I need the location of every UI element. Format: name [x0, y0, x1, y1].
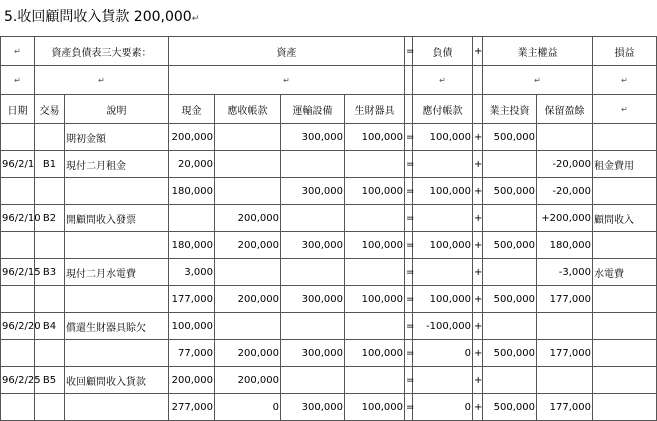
retained-cell [537, 124, 593, 151]
description-cell: 現付二月水電費 [65, 259, 169, 286]
retained-cell: +200,000 [537, 205, 593, 232]
retained-cell [537, 313, 593, 340]
col-cash: 現金 [169, 95, 215, 124]
plus-sign: + [473, 37, 483, 66]
retained-cell: -20,000 [537, 151, 593, 178]
equals-cell: = [405, 286, 413, 313]
transaction-cell [35, 394, 65, 421]
table-row [1, 394, 657, 421]
date-cell [1, 178, 35, 205]
table-row [1, 151, 657, 178]
plus-cell: + [473, 340, 483, 367]
col-furniture: 生財器具 [345, 95, 405, 124]
payable-cell: 0 [413, 340, 473, 367]
furniture-cell: 100,000 [345, 232, 405, 259]
furniture-cell: 100,000 [345, 394, 405, 421]
equity-header: 業主權益 [483, 37, 593, 66]
receivable-cell: 200,000 [215, 232, 281, 259]
table-row [1, 124, 657, 151]
plus-cell: + [473, 205, 483, 232]
retained-cell: 177,000 [537, 340, 593, 367]
payable-cell: 100,000 [413, 124, 473, 151]
col-transaction: 交易 [35, 95, 65, 124]
equals-cell: = [405, 124, 413, 151]
date-cell [1, 232, 35, 259]
furniture-cell [345, 313, 405, 340]
table-row [1, 313, 657, 340]
page-title: 5.收回顧問收入貨款 200,000↵ [4, 9, 200, 25]
equals-cell: = [405, 313, 413, 340]
plus-cell: + [473, 394, 483, 421]
payable-cell [413, 367, 473, 394]
income-note-cell: 租金費用 [593, 151, 657, 178]
paragraph-mark-icon: ↵ [191, 14, 200, 24]
description-cell [65, 232, 169, 259]
payable-cell: 100,000 [413, 286, 473, 313]
retained-cell: 177,000 [537, 286, 593, 313]
table-row [1, 232, 657, 259]
cash-cell: 20,000 [169, 151, 215, 178]
furniture-cell: 100,000 [345, 124, 405, 151]
date-cell [1, 340, 35, 367]
equals-cell: = [405, 178, 413, 205]
transport-cell [281, 259, 345, 286]
income-header: 損益 [593, 37, 657, 66]
col-retained-earnings: 保留盈餘 [537, 95, 593, 124]
table-row [1, 259, 657, 286]
table-row [1, 340, 657, 367]
description-cell [65, 394, 169, 421]
col-date: 日期 [1, 95, 35, 124]
liabilities-header: 負債 [413, 37, 473, 66]
plus-cell: + [473, 232, 483, 259]
ledger-table [0, 36, 657, 421]
furniture-cell: 100,000 [345, 178, 405, 205]
date-cell: 96/2/1 [1, 151, 35, 178]
investment-cell: 500,000 [483, 394, 537, 421]
income-note-cell [593, 367, 657, 394]
receivable-cell: 200,000 [215, 367, 281, 394]
transaction-cell: B2 [35, 205, 65, 232]
receivable-cell [215, 178, 281, 205]
receivable-cell: 0 [215, 394, 281, 421]
col-owner-investment: 業主投資 [483, 95, 537, 124]
furniture-cell: 100,000 [345, 286, 405, 313]
date-cell: 96/2/10 [1, 205, 35, 232]
transaction-cell [35, 286, 65, 313]
cash-cell: 180,000 [169, 178, 215, 205]
investment-cell [483, 313, 537, 340]
transaction-cell [35, 178, 65, 205]
payable-cell: 100,000 [413, 232, 473, 259]
transport-cell: 300,000 [281, 286, 345, 313]
furniture-cell [345, 259, 405, 286]
investment-cell: 500,000 [483, 232, 537, 259]
receivable-cell [215, 124, 281, 151]
description-cell: 收回顧問收入貨款 [65, 367, 169, 394]
receivable-cell [215, 313, 281, 340]
investment-cell [483, 205, 537, 232]
date-cell: 96/2/25 [1, 367, 35, 394]
transaction-cell [35, 232, 65, 259]
equals-cell: = [405, 340, 413, 367]
income-note-cell: 顧問收入 [593, 205, 657, 232]
transport-cell: 300,000 [281, 340, 345, 367]
col-transport-equipment: 運輸設備 [281, 95, 345, 124]
investment-cell: 500,000 [483, 124, 537, 151]
income-note-cell: 水電費 [593, 259, 657, 286]
plus-cell: + [473, 259, 483, 286]
equals-cell: = [405, 205, 413, 232]
equals-cell: = [405, 232, 413, 259]
date-cell: 96/2/15 [1, 259, 35, 286]
cash-cell: 100,000 [169, 313, 215, 340]
payable-cell [413, 151, 473, 178]
description-cell [65, 286, 169, 313]
plus-cell: + [473, 313, 483, 340]
equals-cell: = [405, 394, 413, 421]
equals-sign: = [405, 37, 413, 66]
cell-mark: ↵ [1, 37, 35, 66]
investment-cell [483, 259, 537, 286]
column-header-row: 日期 交易 說明 現金 應收帳款 運輸設備 生財器具 應付帳款 業主投資 保留盈餘 ↵ [1, 95, 657, 124]
investment-cell: 500,000 [483, 286, 537, 313]
transaction-cell [35, 340, 65, 367]
investment-cell [483, 367, 537, 394]
description-cell: 償還生財器具賒欠 [65, 313, 169, 340]
plus-cell: + [473, 178, 483, 205]
table-row [1, 178, 657, 205]
receivable-cell: 200,000 [215, 340, 281, 367]
date-cell [1, 124, 35, 151]
furniture-cell [345, 367, 405, 394]
investment-cell [483, 151, 537, 178]
plus-cell: + [473, 151, 483, 178]
transport-cell [281, 313, 345, 340]
furniture-cell [345, 151, 405, 178]
group-header-row [1, 37, 657, 66]
furniture-cell: 100,000 [345, 340, 405, 367]
equals-cell: = [405, 151, 413, 178]
retained-cell [537, 367, 593, 394]
equals-cell: = [405, 259, 413, 286]
receivable-cell [215, 259, 281, 286]
transport-cell: 300,000 [281, 232, 345, 259]
transport-cell [281, 205, 345, 232]
plus-cell: + [473, 124, 483, 151]
cash-cell: 277,000 [169, 394, 215, 421]
transport-cell [281, 367, 345, 394]
investment-cell: 500,000 [483, 178, 537, 205]
income-note-cell [593, 124, 657, 151]
transport-cell: 300,000 [281, 124, 345, 151]
transport-cell [281, 151, 345, 178]
retained-cell: 180,000 [537, 232, 593, 259]
payable-cell: 0 [413, 394, 473, 421]
payable-cell [413, 205, 473, 232]
table-row [1, 367, 657, 394]
plus-cell: + [473, 367, 483, 394]
income-note-cell [593, 178, 657, 205]
table-row [1, 286, 657, 313]
payable-cell [413, 259, 473, 286]
description-cell [65, 340, 169, 367]
cash-cell: 180,000 [169, 232, 215, 259]
cash-cell: 200,000 [169, 367, 215, 394]
income-note-cell [593, 340, 657, 367]
description-cell: 開顧問收入發票 [65, 205, 169, 232]
receivable-cell: 200,000 [215, 205, 281, 232]
retained-cell: -20,000 [537, 178, 593, 205]
assets-header: 資產 [169, 37, 405, 66]
transport-cell: 300,000 [281, 394, 345, 421]
payable-cell: -100,000 [413, 313, 473, 340]
col-accounts-receivable: 應收帳款 [215, 95, 281, 124]
date-cell [1, 286, 35, 313]
retained-cell: 177,000 [537, 394, 593, 421]
transport-cell: 300,000 [281, 178, 345, 205]
income-note-cell [593, 286, 657, 313]
payable-cell: 100,000 [413, 178, 473, 205]
transaction-cell: B4 [35, 313, 65, 340]
investment-cell: 500,000 [483, 340, 537, 367]
cash-cell: 77,000 [169, 340, 215, 367]
cash-cell: 3,000 [169, 259, 215, 286]
transaction-cell [35, 124, 65, 151]
col-accounts-payable: 應付帳款 [413, 95, 473, 124]
income-note-cell [593, 232, 657, 259]
retained-cell: -3,000 [537, 259, 593, 286]
plus-cell: + [473, 286, 483, 313]
receivable-cell [215, 151, 281, 178]
transaction-cell: B3 [35, 259, 65, 286]
cash-cell: 177,000 [169, 286, 215, 313]
col-description: 說明 [65, 95, 169, 124]
transaction-cell: B5 [35, 367, 65, 394]
date-cell: 96/2/20 [1, 313, 35, 340]
description-cell [65, 178, 169, 205]
income-note-cell [593, 394, 657, 421]
description-cell: 期初金額 [65, 124, 169, 151]
income-note-cell [593, 313, 657, 340]
cash-cell [169, 205, 215, 232]
date-cell [1, 394, 35, 421]
description-cell: 現付二月租金 [65, 151, 169, 178]
cash-cell: 200,000 [169, 124, 215, 151]
furniture-cell [345, 205, 405, 232]
receivable-cell: 200,000 [215, 286, 281, 313]
elements-label: 資產負債表三大要素： [35, 37, 169, 66]
equals-cell: = [405, 367, 413, 394]
transaction-cell: B1 [35, 151, 65, 178]
table-row [1, 205, 657, 232]
spacer-row: ↵ ↵ ↵ ↵ ↵ ↵ [1, 66, 657, 95]
